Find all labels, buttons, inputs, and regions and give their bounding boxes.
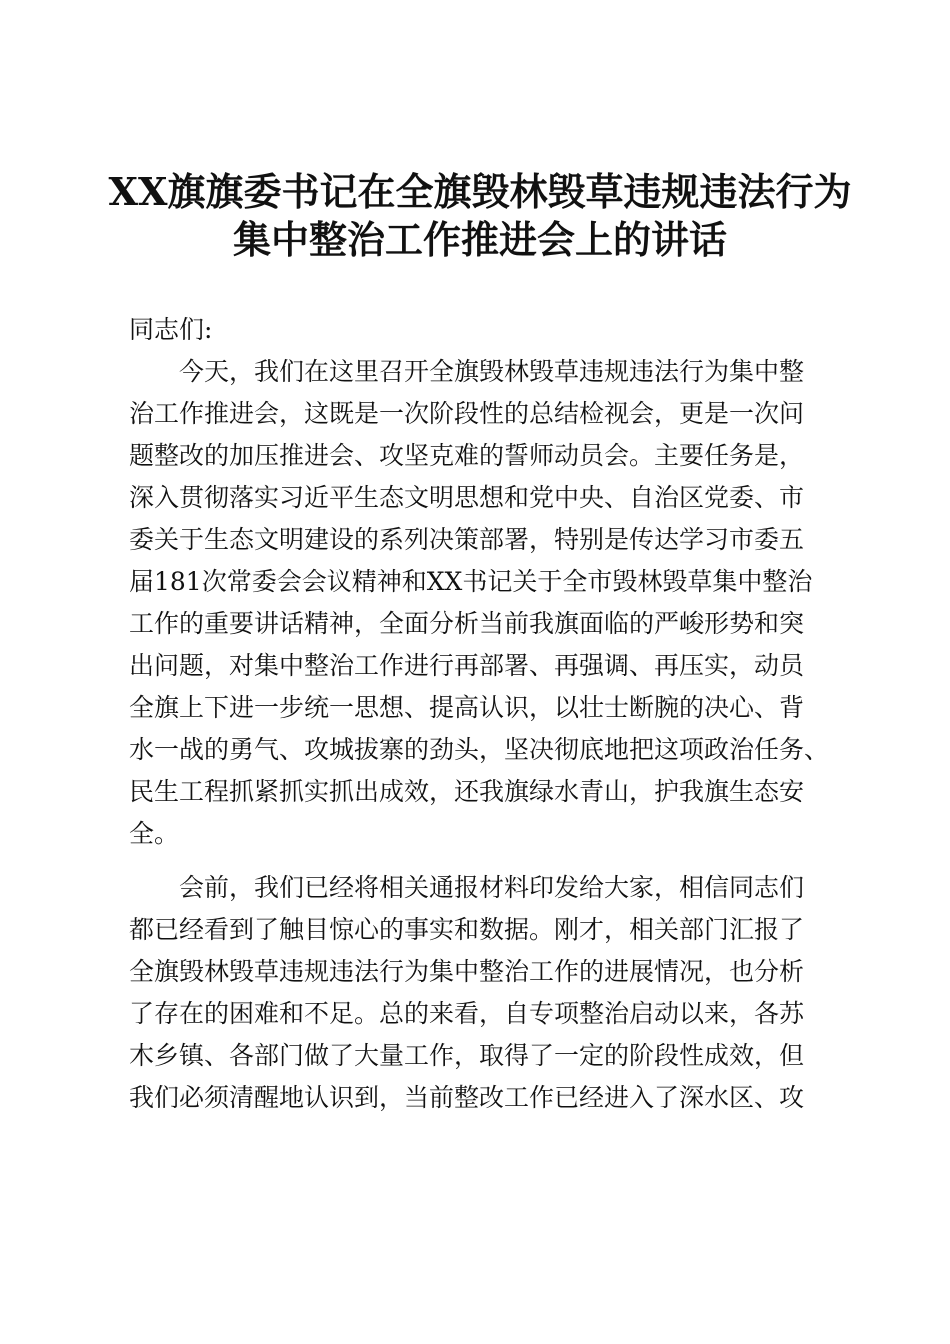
- title-line-1: XX旗旗委书记在全旗毁林毁草违规违法行为: [108, 169, 852, 214]
- paragraph-line: 工作的重要讲话精神，全面分析当前我旗面临的严峻形势和突: [129, 609, 805, 638]
- paragraph-line: 深入贯彻落实习近平生态文明思想和党中央、自治区党委、市: [129, 483, 805, 512]
- paragraph-line: 全旗上下进一步统一思想、提高认识，以壮士断腕的决心、背: [129, 693, 805, 722]
- paragraph-line: 都已经看到了触目惊心的事实和数据。刚才，相关部门汇报了: [129, 915, 805, 944]
- paragraph-line: 届181次常委会会议精神和XX书记关于全市毁林毁草集中整治: [129, 567, 813, 596]
- paragraph-1: [129, 351, 834, 855]
- paragraph-line: 全。: [129, 819, 180, 848]
- salutation: 同志们:: [129, 315, 213, 344]
- paragraph-line: 了存在的困难和不足。总的来看，自专项整治启动以来，各苏: [129, 999, 805, 1028]
- paragraph-line: 题整改的加压推进会、攻坚克难的誓师动员会。主要任务是，: [129, 441, 805, 470]
- paragraph-line: 民生工程抓紧抓实抓出成效，还我旗绿水青山，护我旗生态安: [129, 777, 805, 806]
- paragraph-line: 出问题，对集中整治工作进行再部署、再强调、再压实，动员: [129, 651, 805, 680]
- paragraph-line: 木乡镇、各部门做了大量工作，取得了一定的阶段性成效，但: [129, 1041, 805, 1070]
- paragraph-line: 今天，我们在这里召开全旗毁林毁草违规违法行为集中整: [179, 357, 805, 386]
- paragraph-line: 水一战的勇气、攻城拔寨的劲头，坚决彻底地把这项政治任务、: [129, 735, 830, 764]
- paragraph-line: 全旗毁林毁草违规违法行为集中整治工作的进展情况，也分析: [129, 957, 805, 986]
- document-body: [129, 309, 834, 1119]
- document-title: [100, 168, 860, 264]
- paragraph-2: [129, 867, 834, 1119]
- paragraph-line: 治工作推进会，这既是一次阶段性的总结检视会，更是一次问: [129, 399, 805, 428]
- paragraph-line: 我们必须清醒地认识到，当前整改工作已经进入了深水区、攻: [129, 1083, 805, 1112]
- title-line-2: 集中整治工作推进会上的讲话: [232, 217, 727, 262]
- paragraph-line: 委关于生态文明建设的系列决策部署，特别是传达学习市委五: [129, 525, 805, 554]
- paragraph-line: 会前，我们已经将相关通报材料印发给大家，相信同志们: [179, 873, 805, 902]
